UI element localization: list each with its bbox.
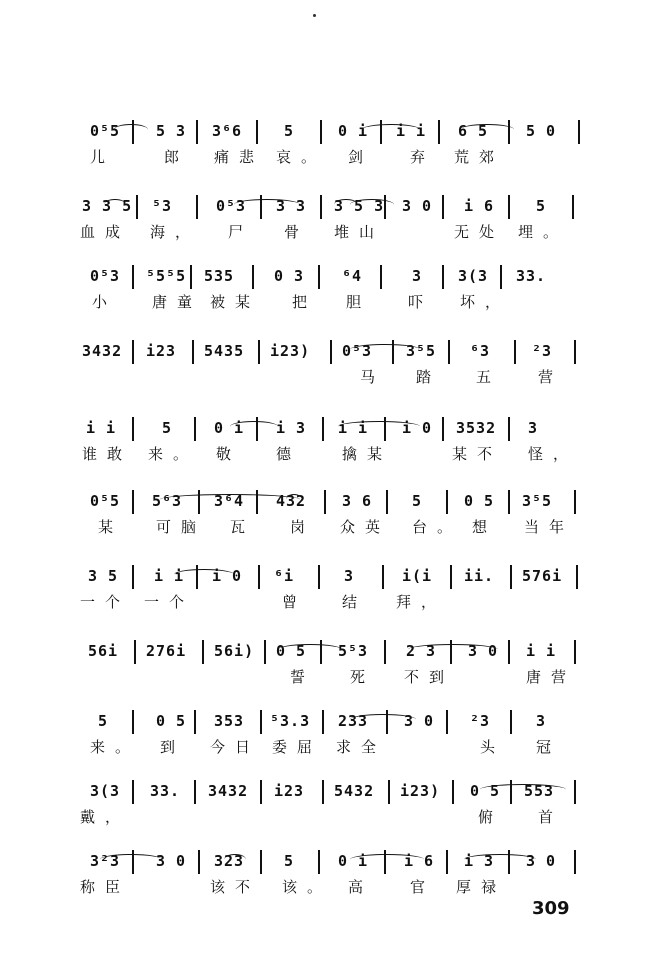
barline bbox=[260, 850, 262, 874]
lyrics-row bbox=[80, 806, 590, 828]
barline bbox=[324, 490, 326, 514]
barline bbox=[258, 340, 260, 364]
barline bbox=[194, 710, 196, 734]
barline bbox=[438, 120, 440, 144]
lyric: 营 bbox=[538, 368, 564, 386]
barline bbox=[252, 265, 254, 289]
note-group: ⁶i bbox=[274, 567, 295, 585]
note-group: ⁵5⁵5 bbox=[146, 267, 187, 285]
note-group: i 0 bbox=[212, 567, 243, 585]
barline bbox=[574, 780, 576, 804]
lyric: 堆山 bbox=[334, 223, 385, 241]
lyric: 怪， bbox=[528, 445, 579, 463]
lyric: 台。 bbox=[412, 518, 463, 536]
note-group: 3 0 bbox=[526, 852, 557, 870]
barline bbox=[446, 710, 448, 734]
note-group: 0⁵5 bbox=[90, 122, 121, 140]
note-group: 5 bbox=[284, 122, 295, 140]
lyric: 来。 bbox=[148, 445, 199, 463]
note-group: 323 bbox=[214, 852, 245, 870]
note-group: i(i bbox=[402, 567, 433, 585]
barline bbox=[508, 490, 510, 514]
lyric: 坏， bbox=[460, 293, 511, 311]
slur bbox=[278, 644, 342, 655]
note-group: 0 i bbox=[338, 122, 369, 140]
barline bbox=[574, 850, 576, 874]
note-group: 0 5 bbox=[464, 492, 495, 510]
barline bbox=[318, 850, 320, 874]
note-group: ⁶3 bbox=[470, 342, 491, 360]
lyric: 众英 bbox=[340, 518, 391, 536]
barline bbox=[132, 417, 134, 441]
lyric: 来。 bbox=[90, 738, 141, 756]
barline bbox=[450, 640, 452, 664]
note-group: 3 6 bbox=[342, 492, 373, 510]
barline bbox=[320, 120, 322, 144]
lyric: 谁敢 bbox=[82, 445, 133, 463]
barline bbox=[132, 850, 134, 874]
lyrics-row bbox=[80, 221, 590, 243]
lyric: 德 bbox=[276, 445, 302, 463]
lyric: 称臣 bbox=[80, 878, 131, 896]
slur bbox=[460, 124, 514, 135]
lyric: 委屈 bbox=[272, 738, 323, 756]
notation-row bbox=[80, 708, 590, 734]
note-group: i i bbox=[86, 419, 117, 437]
barline bbox=[384, 417, 386, 441]
note-group: 3 bbox=[344, 567, 355, 585]
note-group: 56i) bbox=[214, 642, 255, 660]
lyric: 小 bbox=[92, 293, 118, 311]
slur bbox=[100, 854, 162, 865]
barline bbox=[322, 780, 324, 804]
note-group: 3 bbox=[536, 712, 547, 730]
barline bbox=[196, 565, 198, 589]
note-group: i23 bbox=[146, 342, 177, 360]
lyric: 想 bbox=[472, 518, 498, 536]
barline bbox=[320, 195, 322, 219]
note-group: i23) bbox=[400, 782, 441, 800]
note-group: i 3 bbox=[276, 419, 307, 437]
barline bbox=[132, 265, 134, 289]
score-system bbox=[80, 397, 590, 461]
barline bbox=[318, 265, 320, 289]
lyric: 可脑 bbox=[156, 518, 207, 536]
barline bbox=[574, 490, 576, 514]
lyric: 该。 bbox=[282, 878, 333, 896]
note-group: 0⁵3 bbox=[90, 267, 121, 285]
lyric: 擒某 bbox=[342, 445, 393, 463]
note-group: 0⁵3 bbox=[216, 197, 247, 215]
barline bbox=[322, 710, 324, 734]
barline bbox=[256, 490, 258, 514]
barline bbox=[190, 265, 192, 289]
notation-row bbox=[80, 118, 590, 144]
ink-dot bbox=[313, 14, 316, 17]
note-group: 0 i bbox=[338, 852, 369, 870]
slur bbox=[230, 421, 278, 432]
barline bbox=[388, 780, 390, 804]
note-group: 6 5 bbox=[458, 122, 489, 140]
note-group: 5 3 bbox=[156, 122, 187, 140]
barline bbox=[196, 120, 198, 144]
note-group: 0 5 bbox=[156, 712, 187, 730]
lyrics-row bbox=[80, 366, 590, 388]
note-group: 233 bbox=[338, 712, 369, 730]
note-group: 5 bbox=[412, 492, 423, 510]
note-group: 0 5 bbox=[470, 782, 501, 800]
barline bbox=[576, 565, 578, 589]
barline bbox=[448, 340, 450, 364]
barline bbox=[132, 710, 134, 734]
lyric: 郎 bbox=[164, 148, 190, 166]
barline bbox=[386, 490, 388, 514]
lyric: 马 bbox=[360, 368, 386, 386]
barline bbox=[380, 265, 382, 289]
lyric: 儿 bbox=[90, 148, 116, 166]
barline bbox=[132, 780, 134, 804]
lyric: 某 bbox=[98, 518, 124, 536]
barline bbox=[450, 565, 452, 589]
note-group: 5 bbox=[284, 852, 295, 870]
lyric: 胆 bbox=[346, 293, 372, 311]
note-group: 2 3 bbox=[406, 642, 437, 660]
barline bbox=[508, 850, 510, 874]
lyric: 被某 bbox=[210, 293, 261, 311]
note-group: 3²3 bbox=[90, 852, 121, 870]
note-group: 353 bbox=[214, 712, 245, 730]
barline bbox=[510, 780, 512, 804]
notation-row bbox=[80, 193, 590, 219]
notation-row bbox=[80, 338, 590, 364]
lyric: 唐营 bbox=[526, 668, 577, 686]
notation-row bbox=[80, 415, 590, 441]
notation-row bbox=[80, 848, 590, 874]
score-system bbox=[80, 100, 590, 164]
barline bbox=[508, 195, 510, 219]
barline bbox=[194, 417, 196, 441]
note-group: i 6 bbox=[464, 197, 495, 215]
lyric: 当年 bbox=[524, 518, 575, 536]
note-group: 3 0 bbox=[156, 852, 187, 870]
barline bbox=[320, 640, 322, 664]
note-group: i 6 bbox=[404, 852, 435, 870]
lyric: 死 bbox=[350, 668, 376, 686]
note-group: 0 3 bbox=[274, 267, 305, 285]
lyric: 骨 bbox=[284, 223, 310, 241]
slur bbox=[104, 199, 126, 210]
barline bbox=[198, 850, 200, 874]
note-group: 3⁵5 bbox=[406, 342, 437, 360]
lyric: 岗 bbox=[290, 518, 316, 536]
barline bbox=[330, 340, 332, 364]
barline bbox=[508, 120, 510, 144]
note-group: 576i bbox=[522, 567, 563, 585]
lyric: 荒郊 bbox=[454, 148, 505, 166]
barline bbox=[442, 195, 444, 219]
barline bbox=[260, 195, 262, 219]
note-group: i23 bbox=[274, 782, 305, 800]
barline bbox=[508, 417, 510, 441]
lyrics-row bbox=[80, 516, 590, 538]
note-group: 276i bbox=[146, 642, 187, 660]
note-group: ii. bbox=[464, 567, 495, 585]
barline bbox=[442, 265, 444, 289]
barline bbox=[380, 120, 382, 144]
note-group: i i bbox=[338, 419, 369, 437]
note-group: 5⁶3 bbox=[152, 492, 183, 510]
note-group: 535 bbox=[204, 267, 235, 285]
lyric: 踏 bbox=[416, 368, 442, 386]
lyric: 弃 bbox=[410, 148, 436, 166]
lyric: 到 bbox=[160, 738, 186, 756]
notation-row bbox=[80, 263, 590, 289]
note-group: 5⁵3 bbox=[338, 642, 369, 660]
lyrics-row bbox=[80, 443, 590, 465]
lyric: 拜， bbox=[396, 593, 447, 611]
lyric: 首 bbox=[538, 808, 564, 826]
notation-row bbox=[80, 638, 590, 664]
lyrics-row bbox=[80, 876, 590, 898]
lyric: 结 bbox=[342, 593, 368, 611]
barline bbox=[132, 340, 134, 364]
barline bbox=[386, 710, 388, 734]
note-group: 3432 bbox=[208, 782, 249, 800]
note-group: 0⁵5 bbox=[90, 492, 121, 510]
barline bbox=[384, 195, 386, 219]
note-group: 3 0 bbox=[404, 712, 435, 730]
lyric: 五 bbox=[476, 368, 502, 386]
barline bbox=[198, 490, 200, 514]
barline bbox=[192, 340, 194, 364]
note-group: 33. bbox=[150, 782, 181, 800]
note-group: ⁵3 bbox=[152, 197, 173, 215]
lyrics-row bbox=[80, 666, 590, 688]
lyric: 埋。 bbox=[518, 223, 569, 241]
score-system bbox=[80, 245, 590, 309]
note-group: i 0 bbox=[402, 419, 433, 437]
barline bbox=[572, 195, 574, 219]
lyric: 誓 bbox=[290, 668, 316, 686]
note-group: 3(3 bbox=[90, 782, 121, 800]
note-group: 3(3 bbox=[458, 267, 489, 285]
slur bbox=[286, 494, 302, 505]
lyrics-row bbox=[80, 591, 590, 613]
note-group: i 3 bbox=[464, 852, 495, 870]
score-system bbox=[80, 470, 590, 534]
barline bbox=[258, 565, 260, 589]
note-group: 3 5 bbox=[88, 567, 119, 585]
note-group: 432 bbox=[276, 492, 307, 510]
note-group: 3432 bbox=[82, 342, 123, 360]
note-group: 3 0 bbox=[402, 197, 433, 215]
score-system bbox=[80, 690, 590, 754]
lyric: 无处 bbox=[454, 223, 505, 241]
barline bbox=[578, 120, 580, 144]
barline bbox=[514, 340, 516, 364]
lyric: 今日 bbox=[210, 738, 261, 756]
note-group: 0⁵3 bbox=[342, 342, 373, 360]
note-group: 33. bbox=[516, 267, 547, 285]
barline bbox=[382, 565, 384, 589]
note-group: ⁵3.3 bbox=[270, 712, 311, 730]
lyric: 求全 bbox=[336, 738, 387, 756]
note-group: 3 3 5 bbox=[82, 197, 133, 215]
barline bbox=[510, 710, 512, 734]
score-system bbox=[80, 175, 590, 239]
lyric: 哀。 bbox=[276, 148, 327, 166]
lyric: 海， bbox=[150, 223, 201, 241]
note-group: 0 i bbox=[214, 419, 245, 437]
barline bbox=[446, 490, 448, 514]
barline bbox=[318, 565, 320, 589]
lyric: 戴， bbox=[80, 808, 131, 826]
note-group: 0 5 bbox=[276, 642, 307, 660]
lyric: 瓦 bbox=[230, 518, 256, 536]
lyric: 曾 bbox=[282, 593, 308, 611]
note-group: 3 0 bbox=[468, 642, 499, 660]
slur bbox=[114, 124, 148, 135]
barline bbox=[132, 490, 134, 514]
lyric: 敬 bbox=[216, 445, 242, 463]
note-group: 3⁶4 bbox=[214, 492, 245, 510]
lyric: 痛悲 bbox=[214, 148, 265, 166]
lyric: 某不 bbox=[452, 445, 503, 463]
note-group: 5435 bbox=[204, 342, 245, 360]
barline bbox=[384, 640, 386, 664]
note-group: 3 3 bbox=[276, 197, 307, 215]
note-group: ²3 bbox=[470, 712, 491, 730]
lyric: 吓 bbox=[408, 293, 434, 311]
barline bbox=[574, 340, 576, 364]
note-group: ²3 bbox=[532, 342, 553, 360]
lyrics-row bbox=[80, 146, 590, 168]
note-group: i23) bbox=[270, 342, 311, 360]
score-system bbox=[80, 620, 590, 684]
note-group: i i bbox=[396, 122, 427, 140]
note-group: 3 5 3 bbox=[334, 197, 385, 215]
lyric: 一个 bbox=[144, 593, 195, 611]
slur bbox=[224, 854, 246, 865]
lyric: 把 bbox=[292, 293, 318, 311]
lyric: 尸 bbox=[228, 223, 254, 241]
barline bbox=[264, 640, 266, 664]
score-system bbox=[80, 545, 590, 609]
note-group: 5 bbox=[536, 197, 547, 215]
lyric: 不到 bbox=[404, 668, 455, 686]
notation-row bbox=[80, 563, 590, 589]
lyric: 血成 bbox=[80, 223, 131, 241]
note-group: 3 bbox=[412, 267, 423, 285]
barline bbox=[392, 340, 394, 364]
lyric: 头 bbox=[480, 738, 506, 756]
page-number: 309 bbox=[532, 898, 570, 919]
note-group: 5 bbox=[98, 712, 109, 730]
lyric: 唐童 bbox=[152, 293, 203, 311]
barline bbox=[442, 417, 444, 441]
barline bbox=[132, 565, 134, 589]
lyric: 厚禄 bbox=[456, 878, 507, 896]
note-group: i i bbox=[526, 642, 557, 660]
lyrics-row bbox=[80, 736, 590, 758]
note-group: 5432 bbox=[334, 782, 375, 800]
barline bbox=[194, 780, 196, 804]
note-group: 5 0 bbox=[526, 122, 557, 140]
lyric: 俯 bbox=[478, 808, 504, 826]
note-group: 3 bbox=[528, 419, 539, 437]
barline bbox=[510, 565, 512, 589]
barline bbox=[384, 850, 386, 874]
barline bbox=[508, 640, 510, 664]
barline bbox=[500, 265, 502, 289]
note-group: 3⁵5 bbox=[522, 492, 553, 510]
lyrics-row bbox=[80, 291, 590, 313]
note-group: ⁶4 bbox=[342, 267, 363, 285]
notation-row bbox=[80, 488, 590, 514]
barline bbox=[260, 710, 262, 734]
lyric: 官 bbox=[410, 878, 436, 896]
barline bbox=[256, 120, 258, 144]
lyric: 剑 bbox=[348, 148, 374, 166]
score-system bbox=[80, 830, 590, 894]
barline bbox=[196, 195, 198, 219]
lyric: 该不 bbox=[210, 878, 261, 896]
barline bbox=[574, 640, 576, 664]
note-group: 3532 bbox=[456, 419, 497, 437]
barline bbox=[452, 780, 454, 804]
barline bbox=[256, 417, 258, 441]
lyric: 冠 bbox=[536, 738, 562, 756]
score-system bbox=[80, 760, 590, 824]
barline bbox=[134, 640, 136, 664]
note-group: 5 bbox=[162, 419, 173, 437]
note-group: 3⁶6 bbox=[212, 122, 243, 140]
barline bbox=[132, 120, 134, 144]
lyric: 高 bbox=[348, 878, 374, 896]
lyric: 一个 bbox=[80, 593, 131, 611]
notation-row bbox=[80, 778, 590, 804]
note-group: 56i bbox=[88, 642, 119, 660]
barline bbox=[260, 780, 262, 804]
score-system bbox=[80, 320, 590, 384]
barline bbox=[322, 417, 324, 441]
barline bbox=[202, 640, 204, 664]
note-group: 553 bbox=[524, 782, 555, 800]
note-group: i i bbox=[154, 567, 185, 585]
barline bbox=[446, 850, 448, 874]
slur bbox=[350, 199, 394, 210]
barline bbox=[136, 195, 138, 219]
